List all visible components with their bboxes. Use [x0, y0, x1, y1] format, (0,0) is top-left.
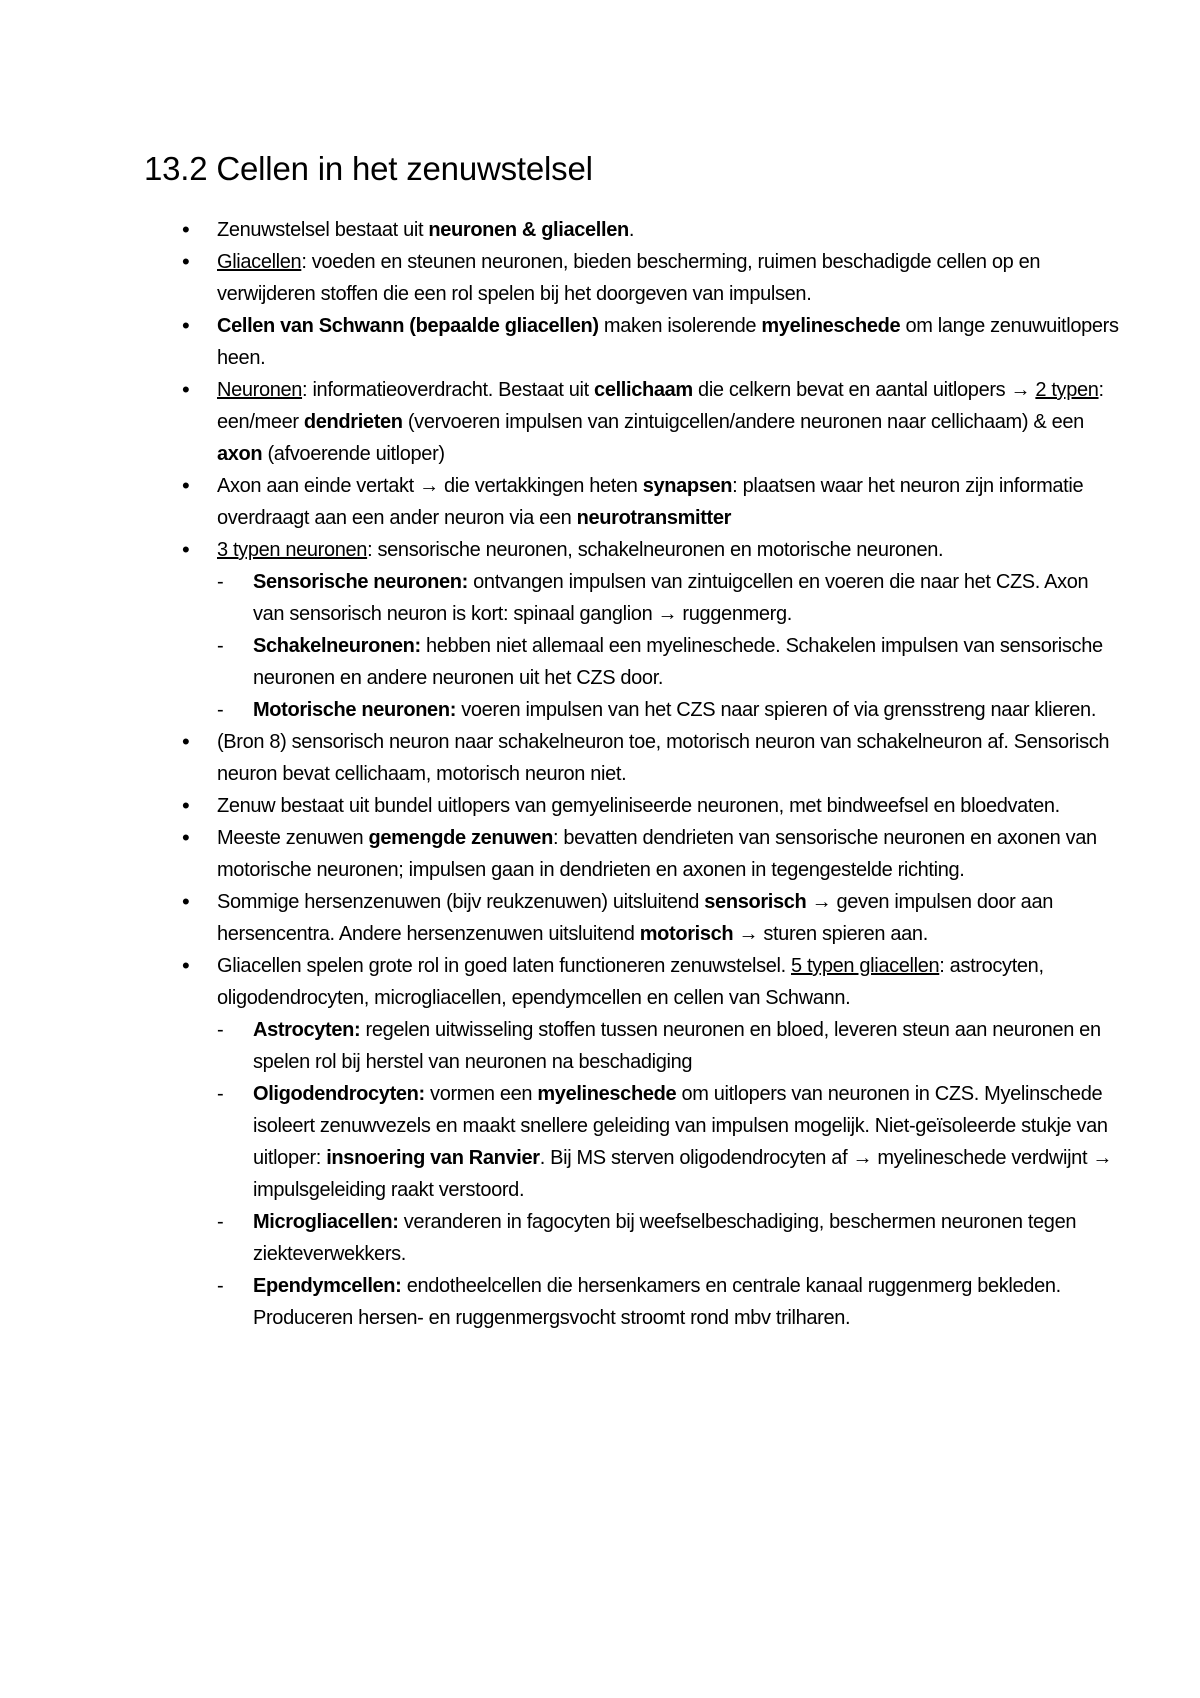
list-item: • 3 typen neuronen: sensorische neuronen, schakelneuronen en motorische neuronen. - Sensorische neuronen: ontvangen impulsen van zintuigcellen en voeren die naar het CZS. Axon van sensorisch neuron is kort: spinaal ganglion → ruggenmerg. - Schakelneuronen: hebben niet allemaal een myelineschede. Schakelen impulsen van sensorische neuronen en andere neuronen uit het CZS door. - Motorische neuronen: voeren impulsen van het CZS naar spieren of via grensstreng naar klieren. [144, 534, 1120, 726]
sub-list-item: - Microgliacellen: veranderen in fagocyten bij weefselbeschadiging, beschermen neuronen tegen ziekteverwekkers. [217, 1206, 1120, 1270]
sub-list-item: - Motorische neuronen: voeren impulsen van het CZS naar spieren of via grensstreng naar klieren. [217, 694, 1120, 726]
list-item: • Zenuw bestaat uit bundel uitlopers van gemyeliniseerde neuronen, met bindweefsel en bloedvaten. [144, 790, 1120, 822]
sub-list-item: - Astrocyten: regelen uitwisseling stoffen tussen neuronen en bloed, leveren steun aan neuronen en spelen rol bij herstel van neuronen na beschadiging [217, 1014, 1120, 1078]
list-item: • Neuronen: informatieoverdracht. Bestaat uit cellichaam die celkern bevat en aantal uitlopers → 2 typen: een/meer dendrieten (vervoeren impulsen van zintuigcellen/andere neuronen naar cellichaam) & een axon (afvoerende uitloper) [144, 374, 1120, 470]
list-item: • Gliacellen: voeden en steunen neuronen, bieden bescherming, ruimen beschadigde cellen op en verwijderen stoffen die een rol spelen bij het doorgeven van impulsen. [144, 246, 1120, 310]
list-item: • (Bron 8) sensorisch neuron naar schakelneuron toe, motorisch neuron van schakelneuron af. Sensorisch neuron bevat cellichaam, motorisch neuron niet. [144, 726, 1120, 790]
list-item: • Gliacellen spelen grote rol in goed laten functioneren zenuwstelsel. 5 typen gliacellen: astrocyten, oligodendrocyten, microgliacellen, ependymcellen en cellen van Schwann. - Astrocyten: regelen uitwisseling stoffen tussen neuronen en bloed, leveren steun aan neuronen en spelen rol bij herstel van neuronen na beschadiging - Oligodendrocyten: vormen een myelineschede om uitlopers van neuronen in CZS. Myelinschede isoleert zenuwvezels en maakt snellere geleiding van impulsen mogelijk. Niet-geïsoleerde stukje van uitloper: insnoering van Ranvier. Bij MS sterven oligodendrocyten af → myelineschede verdwijnt → impulsgeleiding raakt verstoord. - Microgliacellen: veranderen in fagocyten bij weefselbeschadiging, beschermen neuronen tegen ziekteverwekkers. - Ependymcellen: endotheelcellen die hersenkamers en centrale kanaal ruggenmerg bekleden. Produceren hersen- en ruggenmergsvocht stroomt rond mbv trilharen. [144, 950, 1120, 1334]
list-item: • Meeste zenuwen gemengde zenuwen: bevatten dendrieten van sensorische neuronen en axonen van motorische neuronen; impulsen gaan in dendrieten en axonen in tegengestelde richting. [144, 822, 1120, 886]
list-item: • Axon aan einde vertakt → die vertakkingen heten synapsen: plaatsen waar het neuron zijn informatie overdraagt aan een ander neuron via een neurotransmitter [144, 470, 1120, 534]
sub-list [217, 566, 1120, 726]
list-item: • Cellen van Schwann (bepaalde gliacellen) maken isolerende myelineschede om lange zenuwuitlopers heen. [144, 310, 1120, 374]
sub-list [217, 1014, 1120, 1334]
sub-list-item: - Sensorische neuronen: ontvangen impulsen van zintuigcellen en voeren die naar het CZS. Axon van sensorisch neuron is kort: spinaal ganglion → ruggenmerg. [217, 566, 1120, 630]
list-item: • Zenuwstelsel bestaat uit neuronen & gliacellen. [144, 214, 1120, 246]
section-heading: 13.2 Cellen in het zenuwstelsel [144, 150, 593, 187]
sub-list-item: - Schakelneuronen: hebben niet allemaal een myelineschede. Schakelen impulsen van sensorische neuronen en andere neuronen uit het CZS door. [217, 630, 1120, 694]
sub-list-item: - Ependymcellen: endotheelcellen die hersenkamers en centrale kanaal ruggenmerg bekleden. Produceren hersen- en ruggenmergsvocht stroomt rond mbv trilharen. [217, 1270, 1120, 1334]
bullet-list [144, 214, 1120, 1334]
list-item: • Sommige hersenzenuwen (bijv reukzenuwen) uitsluitend sensorisch → geven impulsen door aan hersencentra. Andere hersenzenuwen uitsluitend motorisch → sturen spieren aan. [144, 886, 1120, 950]
sub-list-item: - Oligodendrocyten: vormen een myelineschede om uitlopers van neuronen in CZS. Myelinschede isoleert zenuwvezels en maakt snellere geleiding van impulsen mogelijk. Niet-geïsoleerde stukje van uitloper: insnoering van Ranvier. Bij MS sterven oligodendrocyten af → myelineschede verdwijnt → impulsgeleiding raakt verstoord. [217, 1078, 1120, 1206]
